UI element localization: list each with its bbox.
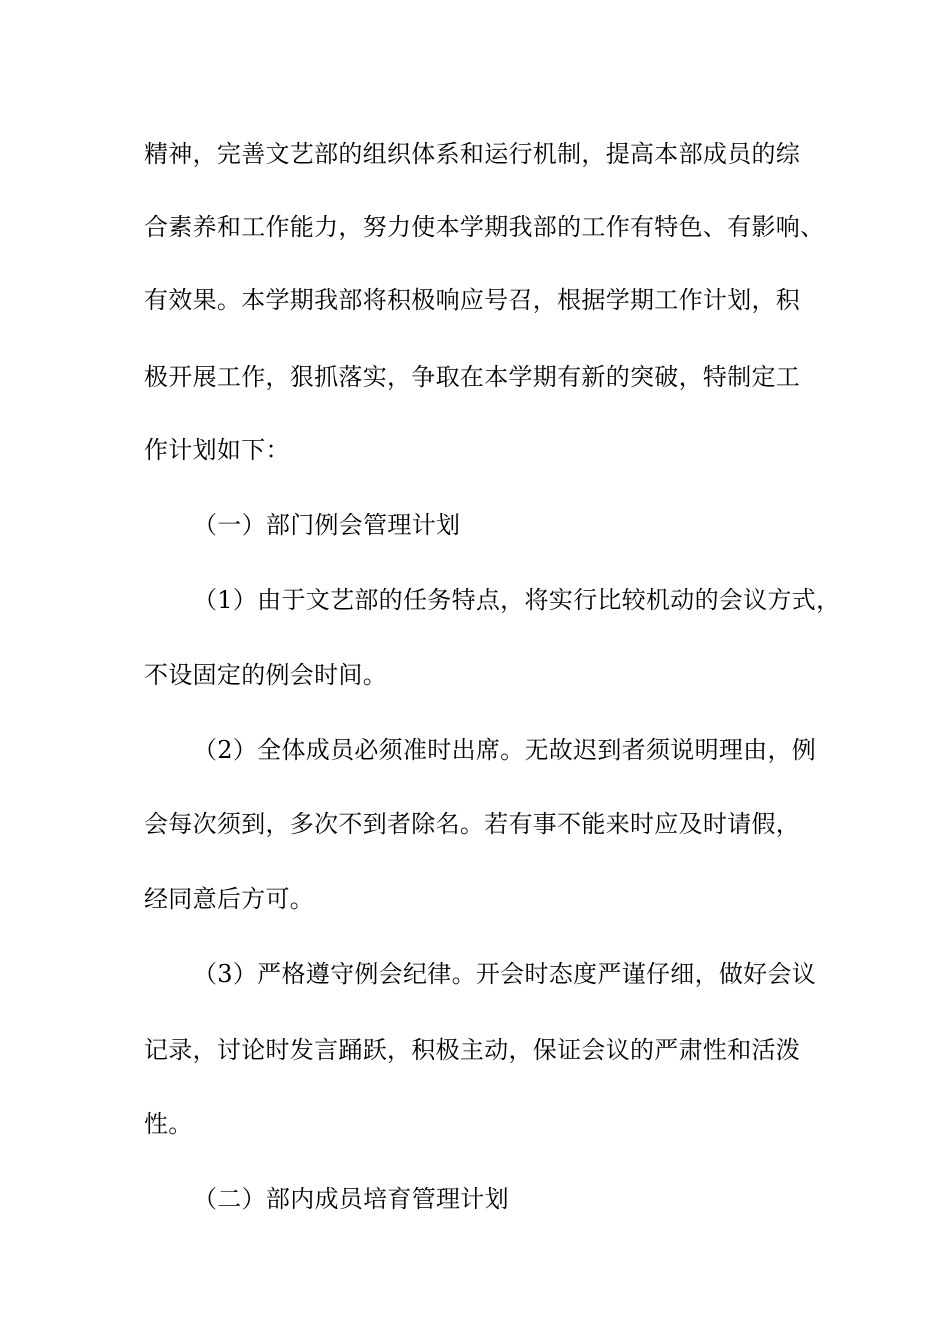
paragraph-intro-line-5: 作计划如下： — [144, 436, 290, 464]
paragraph-intro-line-4: 极开展工作，狠抓落实，争取在本学期有新的突破，特制定工 — [144, 363, 801, 391]
item-1-line-1: （1）由于文艺部的任务特点，将实行比较机动的会议方式， — [193, 586, 841, 614]
item-1-line-2: 不设固定的例会时间。 — [144, 661, 387, 689]
item-3-line-3: 性。 — [144, 1110, 193, 1138]
item-2-line-3: 经同意后方可。 — [144, 885, 315, 913]
section-heading-1: （一）部门例会管理计划 — [193, 511, 461, 539]
paragraph-intro-line-2: 合素养和工作能力，努力使本学期我部的工作有特色、有影响、 — [144, 213, 825, 241]
paragraph-intro-line-1: 精神，完善文艺部的组织体系和运行机制，提高本部成员的综 — [144, 140, 801, 168]
paragraph-intro-line-3: 有效果。本学期我部将积极响应号召，根据学期工作计划，积 — [144, 286, 801, 314]
item-2-line-2: 会每次须到，多次不到者除名。若有事不能来时应及时请假， — [144, 810, 801, 838]
item-2-line-1: （2）全体成员必须准时出席。无故迟到者须说明理由，例 — [193, 736, 817, 764]
section-heading-2: （二）部内成员培育管理计划 — [193, 1185, 509, 1213]
item-3-line-1: （3）严格遵守例会纪律。开会时态度严谨仔细，做好会议 — [193, 960, 817, 988]
item-3-line-2: 记录，讨论时发言踊跃，积极主动，保证会议的严肃性和活泼 — [144, 1036, 801, 1064]
